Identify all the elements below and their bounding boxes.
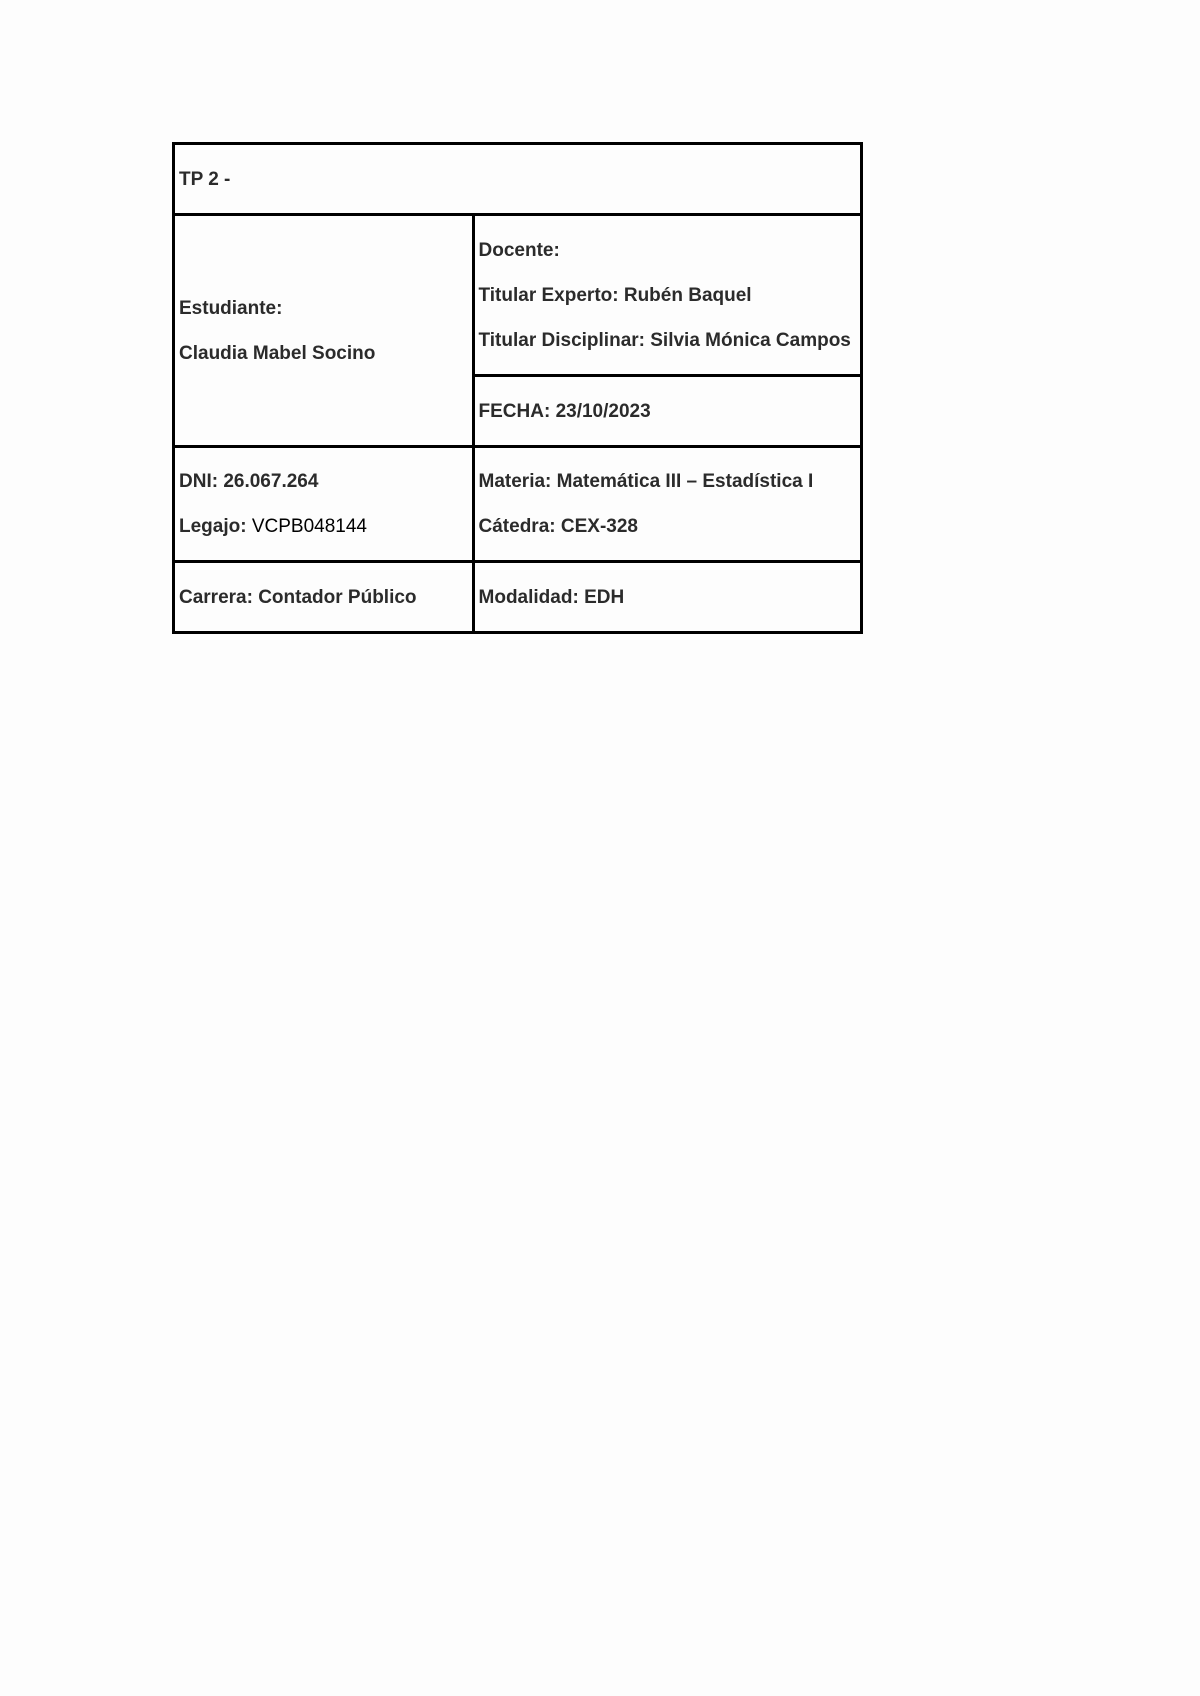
modalidad-cell — [473, 562, 861, 633]
legajo-code: VCPB048144 — [251, 516, 367, 537]
modalidad-text: Modalidad: EDH — [478, 586, 625, 608]
dni-text: DNI: 26.067.264 — [179, 471, 319, 492]
titular-experto: Titular Experto: Rubén Baquel — [478, 284, 752, 306]
title-cell — [174, 144, 862, 215]
dni-materia-row — [174, 447, 862, 562]
catedra-text: Cátedra: CEX-328 — [478, 516, 638, 537]
titular-disciplinar: Titular Disciplinar: Silvia Mónica Campos — [478, 329, 851, 351]
docente-cell — [473, 215, 861, 376]
student-name: Claudia Mabel Socino — [179, 342, 376, 364]
document-title: TP 2 - — [179, 168, 231, 190]
carrera-cell — [174, 562, 474, 633]
legajo-line — [179, 504, 468, 549]
carrera-modalidad-row — [174, 562, 862, 633]
docente-label: Docente: — [478, 239, 560, 261]
materia-text: Materia: Matemática III – Estadística I — [478, 471, 814, 492]
dni-legajo-cell — [174, 447, 474, 562]
cover-info-table — [172, 142, 863, 634]
student-docente-row — [174, 215, 862, 376]
student-label: Estudiante: — [179, 297, 283, 319]
fecha-text: FECHA: 23/10/2023 — [478, 400, 651, 422]
legajo-label: Legajo: — [179, 516, 252, 537]
materia-catedra-cell — [473, 447, 861, 562]
fecha-cell — [473, 376, 861, 447]
carrera-text: Carrera: Contador Público — [179, 586, 417, 608]
student-cell — [174, 215, 474, 447]
title-row — [174, 144, 862, 215]
